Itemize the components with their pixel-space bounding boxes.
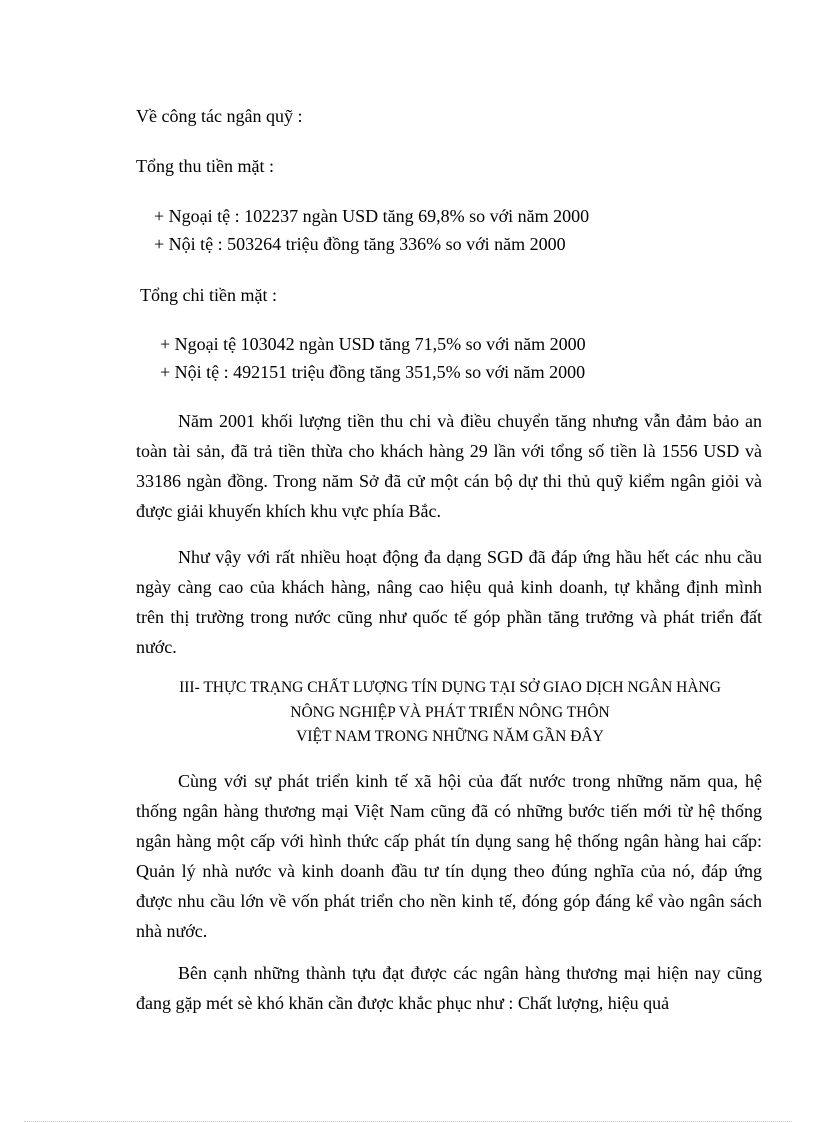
paragraph-challenges: Bên cạnh những thành tựu đạt được các ngân hàng thương mại hiện nay cũng đang gặp mét sè khó khăn cần được khắc phục như : Chất lượng, hiệu quả — [136, 963, 762, 1013]
paragraph-banking-development: Cùng với sự phát triển kinh tế xã hội của đất nước trong những năm qua, hệ thống ngân hàng thương mại Việt Nam cũng đã có những bước tiến mới từ hệ thống ngân hàng một cấp với hình thức cấp phát tín dụng sang hệ thống ngân hàng hai cấp: Quản lý nhà nước và kinh doanh đầu tư tín dụng theo đúng nghĩa của nó, đáp ứng được nhu cầu lớn về vốn phát triển cho nền kinh tế, đóng góp đáng kể vào ngân sách nhà nước. — [136, 771, 762, 941]
section-heading — [120, 676, 780, 750]
treasury-heading: Về công tác ngân quỹ : — [136, 106, 303, 126]
payments-foreign-currency: + Ngoại tệ 103042 ngàn USD tăng 71,5% so với năm 2000 — [160, 334, 586, 354]
paragraph-cash-operations: Năm 2001 khối lượng tiền thu chi và điều chuyển tăng nhưng vẫn đảm bảo an toàn tài sản, đã trả tiền thừa cho khách hàng 29 lần với tổng số tiền là 1556 USD và 33186 ngàn đồng. Trong năm Sở đã cử một cán bộ dự thi thủ quỹ kiểm ngân giỏi và được giải khuyến khích khu vực phía Bắc. — [136, 411, 762, 521]
section-heading-line-3: VIỆT NAM TRONG NHỮNG NĂM GẦN ĐÂY — [296, 728, 604, 745]
payments-domestic-currency: + Nội tệ : 492151 triệu đồng tăng 351,5% so với năm 2000 — [160, 362, 586, 382]
page-bottom-divider — [24, 1121, 792, 1122]
section-heading-line-2: NÔNG NGHIỆP VÀ PHÁT TRIỂN NÔNG THÔN — [290, 703, 610, 721]
payments-title: Tổng chi tiền mặt : — [140, 285, 277, 305]
receipts-domestic-currency: + Nội tệ : 503264 triệu đồng tăng 336% so với năm 2000 — [154, 234, 566, 254]
receipts-foreign-currency: + Ngoại tệ : 102237 ngàn USD tăng 69,8% so với năm 2000 — [154, 206, 590, 226]
section-heading-line-1: III- THỰC TRẠNG CHẤT LƯỢNG TÍN DỤNG TẠI SỞ GIAO DỊCH NGÂN HÀNG — [179, 679, 721, 696]
paragraph-summary: Như vậy với rất nhiều hoạt động đa dạng SGD đã đáp ứng hầu hết các nhu cầu ngày càng cao của khách hàng, nâng cao hiệu quả kinh doanh, tự khẳng định mình trên thị trường trong nước cũng như quốc tế góp phần tăng trưởng và phát triển đất nước. — [136, 547, 762, 657]
receipts-title: Tổng thu tiền mặt : — [136, 156, 274, 176]
